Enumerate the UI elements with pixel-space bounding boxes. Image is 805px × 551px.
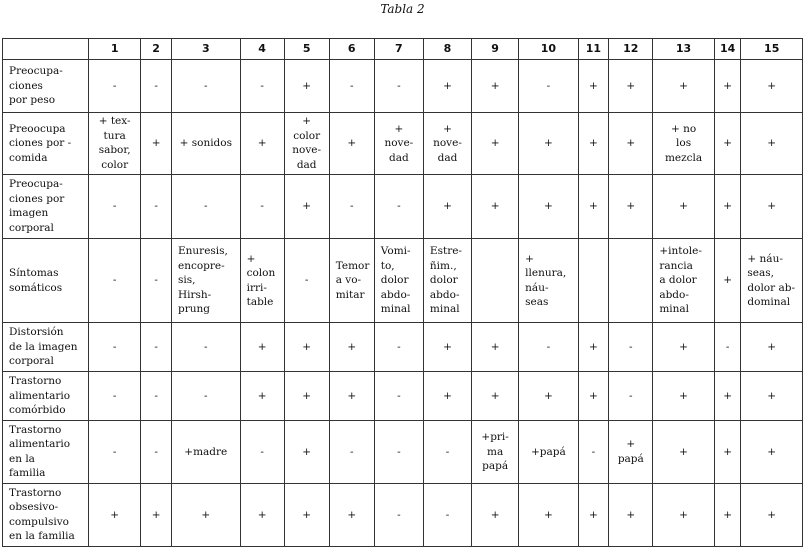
- data-table: [2, 38, 803, 547]
- table-cell: [89, 174, 141, 238]
- table-cell: [578, 372, 609, 421]
- cell-value: +: [490, 508, 500, 521]
- cell-value: -: [445, 445, 450, 458]
- table-cell: [714, 483, 741, 546]
- table-cell: [741, 174, 803, 238]
- cell-value: Estre- ñim., dolor abdo- minal: [429, 245, 462, 316]
- table-header: [3, 39, 803, 60]
- cell-value: +: [443, 389, 452, 402]
- table-cell: [141, 420, 172, 483]
- table-cell: [240, 60, 284, 113]
- cell-value: + colon irri- table: [246, 252, 276, 309]
- cell-value: -: [154, 79, 158, 92]
- cell-value: +: [767, 389, 777, 402]
- table-cell: [472, 238, 519, 322]
- table-cell: [741, 60, 803, 113]
- cell-value: -: [112, 200, 117, 213]
- cell-value: +: [347, 389, 357, 402]
- cell-value: -: [349, 200, 354, 213]
- header-cell-7: 7: [374, 39, 423, 60]
- cell-value: Enuresis, encopre- sis, Hirsh- prung: [177, 245, 228, 316]
- table-cell: [519, 238, 578, 322]
- header-cell-11: 11: [578, 39, 609, 60]
- row-label: [3, 372, 89, 421]
- row-label: [3, 238, 89, 322]
- cell-value: -: [260, 200, 264, 213]
- table-cell: [374, 112, 423, 174]
- cell-value: -: [154, 274, 158, 287]
- table-cell: [240, 483, 284, 546]
- cell-value: +: [490, 137, 500, 150]
- table-cell: [284, 483, 329, 546]
- cell-value: -: [112, 445, 117, 458]
- cell-value: Temor a vo- mitar: [335, 259, 370, 301]
- row-label-text: Trastorno obsesivo- compulsivo en la familia: [9, 486, 75, 543]
- table-cell: [519, 174, 578, 238]
- cell-value: -: [112, 389, 117, 402]
- row-label: [3, 112, 89, 174]
- cell-value: +: [302, 389, 312, 402]
- table-row: [3, 483, 803, 546]
- cell-value: +: [257, 340, 267, 353]
- table-cell: [240, 372, 284, 421]
- header-cell-14: 14: [714, 39, 741, 60]
- table-cell: [329, 60, 374, 113]
- row-label: [3, 60, 89, 113]
- cell-value: +: [767, 445, 777, 458]
- table-cell: [141, 483, 172, 546]
- cell-value: +pri- ma papá: [481, 431, 509, 473]
- cell-value: + nove- dad: [384, 122, 414, 164]
- table-cell: [141, 112, 172, 174]
- cell-value: -: [112, 274, 117, 287]
- table-cell: [284, 60, 329, 113]
- cell-value: -: [397, 340, 401, 353]
- cell-value: + color nove- dad: [292, 115, 322, 171]
- cell-value: +: [767, 508, 777, 521]
- header-cell-1: 1: [89, 39, 141, 60]
- table-cell: [653, 483, 714, 546]
- cell-value: -: [397, 79, 401, 92]
- cell-value: +: [723, 79, 732, 92]
- row-label-text: Trastorno alimentario comórbido: [9, 375, 71, 417]
- table-cell: [284, 174, 329, 238]
- header-cell-13: 13: [653, 39, 714, 60]
- table-cell: [329, 174, 374, 238]
- table-cell: [609, 60, 653, 113]
- table-row: [3, 238, 803, 322]
- cell-value: +: [679, 340, 688, 353]
- table-cell: [374, 60, 423, 113]
- table-cell: [89, 323, 141, 372]
- table-cell: [519, 483, 578, 546]
- table-cell: [519, 420, 578, 483]
- table-cell: [171, 483, 240, 546]
- cell-value: +: [679, 508, 688, 521]
- table-cell: [714, 323, 741, 372]
- cell-value: +: [490, 79, 500, 92]
- cell-value: +: [257, 508, 267, 521]
- table-cell: [472, 420, 519, 483]
- row-label-text: Trastorno alimentario en la familia: [9, 423, 71, 480]
- table-cell: [578, 60, 609, 113]
- cell-value: +: [490, 389, 500, 402]
- cell-value: +: [723, 200, 732, 213]
- table-cell: [609, 323, 653, 372]
- table-cell: [472, 174, 519, 238]
- table-cell: [653, 60, 714, 113]
- cell-value: +: [723, 445, 732, 458]
- table-cell: [423, 174, 471, 238]
- table-cell: [578, 420, 609, 483]
- cell-value: -: [204, 79, 208, 92]
- cell-value: -: [397, 200, 401, 213]
- row-label-text: Preoocupa ciones por - comida: [9, 122, 72, 164]
- cell-value: -: [204, 200, 208, 213]
- table-cell: [374, 323, 423, 372]
- table-cell: [240, 238, 284, 322]
- header-cell-15: 15: [741, 39, 803, 60]
- cell-value: + náu- seas, dolor ab- dominal: [747, 252, 796, 309]
- cell-value: +: [543, 389, 553, 402]
- cell-value: +: [679, 79, 688, 92]
- header-cell-corner: [3, 39, 89, 60]
- cell-value: -: [591, 445, 596, 458]
- cell-value: +: [589, 340, 598, 353]
- table-cell: [714, 372, 741, 421]
- cell-value: -: [725, 340, 730, 353]
- table-row: [3, 60, 803, 113]
- table-cell: [741, 420, 803, 483]
- table-cell: [374, 238, 423, 322]
- cell-value: -: [304, 274, 309, 287]
- table-cell: [423, 323, 471, 372]
- cell-value: + papá: [617, 438, 644, 465]
- table-row: [3, 372, 803, 421]
- table-cell: [89, 112, 141, 174]
- table-cell: [329, 420, 374, 483]
- cell-value: +: [257, 389, 267, 402]
- cell-value: -: [629, 340, 633, 353]
- table-cell: [423, 483, 471, 546]
- cell-value: +: [257, 137, 267, 150]
- table-cell: [578, 238, 609, 322]
- cell-value: +: [302, 445, 312, 458]
- row-label-text: Síntomas somáticos: [9, 267, 63, 294]
- cell-value: +: [347, 137, 357, 150]
- table-cell: [472, 112, 519, 174]
- cell-value: -: [260, 445, 264, 458]
- cell-value: -: [204, 340, 208, 353]
- table-cell: [741, 112, 803, 174]
- table-cell: [240, 420, 284, 483]
- cell-value: +: [347, 508, 357, 521]
- table-cell: [741, 238, 803, 322]
- table-cell: [653, 238, 714, 322]
- cell-value: Vomi- to, dolor abdo- minal: [380, 245, 411, 316]
- header-cell-12: 12: [609, 39, 653, 60]
- cell-value: +intole- rancia a dolor abdo- minal: [659, 245, 702, 316]
- cell-value: -: [154, 389, 158, 402]
- cell-value: + tex- tura sabor, color: [98, 115, 131, 171]
- table-row: [3, 420, 803, 483]
- table-cell: [329, 112, 374, 174]
- table-cell: [714, 420, 741, 483]
- cell-value: +: [589, 200, 598, 213]
- table-cell: [653, 323, 714, 372]
- table-caption: Tabla 2: [380, 2, 425, 16]
- table-cell: [141, 238, 172, 322]
- table-cell: [141, 60, 172, 113]
- table-cell: [171, 112, 240, 174]
- table-cell: [741, 323, 803, 372]
- table-cell: [423, 420, 471, 483]
- cell-value: +: [767, 137, 777, 150]
- table-row: [3, 323, 803, 372]
- row-label-text: Preocupa- ciones por imagen corporal: [9, 178, 65, 234]
- table-cell: [423, 60, 471, 113]
- cell-value: -: [397, 445, 401, 458]
- cell-value: +: [302, 79, 312, 92]
- table-cell: [609, 483, 653, 546]
- cell-value: +: [767, 200, 777, 213]
- row-label: [3, 174, 89, 238]
- header-cell-2: 2: [141, 39, 172, 60]
- cell-value: + nove- dad: [433, 122, 462, 164]
- table-cell: [329, 483, 374, 546]
- cell-value: -: [112, 79, 117, 92]
- cell-value: -: [260, 79, 264, 92]
- table-cell: [609, 420, 653, 483]
- table-cell: [89, 238, 141, 322]
- table-cell: [741, 372, 803, 421]
- table-cell: [423, 238, 471, 322]
- row-label-text: Distorsión de la imagen corporal: [9, 326, 78, 368]
- table-cell: [578, 174, 609, 238]
- row-label: [3, 323, 89, 372]
- table-cell: [472, 60, 519, 113]
- table-cell: [284, 420, 329, 483]
- table-cell: [171, 323, 240, 372]
- cell-value: +: [679, 200, 688, 213]
- table-cell: [284, 372, 329, 421]
- cell-value: +: [443, 340, 452, 353]
- cell-value: +: [626, 508, 636, 521]
- table-cell: [714, 112, 741, 174]
- table-cell: [89, 372, 141, 421]
- cell-value: +: [443, 79, 452, 92]
- cell-value: +: [723, 508, 732, 521]
- header-cell-3: 3: [171, 39, 240, 60]
- header-cell-4: 4: [240, 39, 284, 60]
- table-cell: [472, 372, 519, 421]
- table-row: [3, 174, 803, 238]
- row-label-text: Preocupa- ciones por peso: [9, 65, 63, 107]
- header-cell-8: 8: [423, 39, 471, 60]
- header-cell-5: 5: [284, 39, 329, 60]
- table-cell: [519, 112, 578, 174]
- cell-value: +: [626, 200, 636, 213]
- table-cell: [519, 323, 578, 372]
- table-cell: [171, 372, 240, 421]
- table-cell: [141, 323, 172, 372]
- table-cell: [609, 372, 653, 421]
- table-cell: [578, 483, 609, 546]
- cell-value: -: [154, 200, 158, 213]
- cell-value: +madre: [184, 445, 228, 458]
- table-cell: [578, 323, 609, 372]
- table-cell: [141, 174, 172, 238]
- table-cell: [329, 372, 374, 421]
- cell-value: +: [589, 508, 598, 521]
- table-cell: [519, 60, 578, 113]
- table-cell: [423, 372, 471, 421]
- header-cell-6: 6: [329, 39, 374, 60]
- cell-value: +: [679, 389, 688, 402]
- cell-value: +: [302, 508, 312, 521]
- table-cell: [171, 238, 240, 322]
- row-label: [3, 420, 89, 483]
- cell-value: -: [154, 340, 158, 353]
- table-cell: [714, 60, 741, 113]
- cell-value: +: [490, 340, 500, 353]
- cell-value: +: [626, 137, 636, 150]
- cell-value: -: [546, 79, 551, 92]
- table-cell: [284, 112, 329, 174]
- cell-value: + llenura, náu- seas: [525, 252, 567, 309]
- table-cell: [89, 483, 141, 546]
- table-cell: [653, 372, 714, 421]
- table-cell: [519, 372, 578, 421]
- cell-value: -: [349, 445, 354, 458]
- cell-value: +: [110, 508, 120, 521]
- table-cell: [240, 112, 284, 174]
- table-cell: [653, 174, 714, 238]
- cell-value: +: [589, 79, 598, 92]
- table-cell: [171, 420, 240, 483]
- cell-value: +: [626, 79, 636, 92]
- table-cell: [284, 323, 329, 372]
- table-cell: [609, 238, 653, 322]
- cell-value: -: [546, 340, 551, 353]
- cell-value: +: [723, 137, 732, 150]
- cell-value: +: [543, 137, 553, 150]
- table-cell: [653, 112, 714, 174]
- cell-value: + sonidos: [179, 137, 232, 150]
- table-cell: [609, 174, 653, 238]
- cell-value: -: [154, 445, 158, 458]
- table-cell: [171, 174, 240, 238]
- table-cell: [609, 112, 653, 174]
- table-cell: [240, 323, 284, 372]
- table-cell: [89, 420, 141, 483]
- cell-value: -: [629, 389, 633, 402]
- cell-value: +: [302, 200, 312, 213]
- cell-value: +: [302, 340, 312, 353]
- cell-value: -: [112, 340, 117, 353]
- cell-value: +: [151, 508, 161, 521]
- table-cell: [472, 483, 519, 546]
- table-cell: [284, 238, 329, 322]
- cell-value: +: [543, 508, 553, 521]
- cell-value: -: [397, 389, 401, 402]
- cell-value: +: [589, 137, 598, 150]
- cell-value: -: [204, 389, 208, 402]
- table-cell: [141, 372, 172, 421]
- header-cell-10: 10: [519, 39, 578, 60]
- cell-value: +: [679, 445, 688, 458]
- table-row: [3, 112, 803, 174]
- cell-value: +: [767, 79, 777, 92]
- cell-value: +: [151, 137, 161, 150]
- table-cell: [329, 238, 374, 322]
- table-cell: [472, 323, 519, 372]
- table-cell: [714, 238, 741, 322]
- table-cell: [374, 483, 423, 546]
- table-cell: [423, 112, 471, 174]
- table-cell: [578, 112, 609, 174]
- cell-value: +: [723, 274, 732, 287]
- cell-value: +: [589, 389, 598, 402]
- table-cell: [171, 60, 240, 113]
- table-cell: [714, 174, 741, 238]
- cell-value: +: [543, 200, 553, 213]
- table-cell: [89, 60, 141, 113]
- table-cell: [374, 420, 423, 483]
- cell-value: +: [201, 508, 211, 521]
- table-body: [3, 60, 803, 547]
- table-cell: [374, 372, 423, 421]
- cell-value: -: [397, 508, 401, 521]
- cell-value: -: [445, 508, 450, 521]
- table-cell: [653, 420, 714, 483]
- cell-value: +papá: [530, 445, 566, 458]
- table-cell: [329, 323, 374, 372]
- cell-value: +: [443, 200, 452, 213]
- cell-value: -: [349, 79, 354, 92]
- header-cell-9: 9: [472, 39, 519, 60]
- table-cell: [374, 174, 423, 238]
- cell-value: +: [347, 340, 357, 353]
- header-row: [3, 39, 803, 60]
- cell-value: + no los mezcla: [664, 122, 703, 164]
- cell-value: +: [767, 340, 777, 353]
- table-cell: [741, 483, 803, 546]
- row-label: [3, 483, 89, 546]
- table-cell: [240, 174, 284, 238]
- cell-value: +: [723, 389, 732, 402]
- cell-value: +: [490, 200, 500, 213]
